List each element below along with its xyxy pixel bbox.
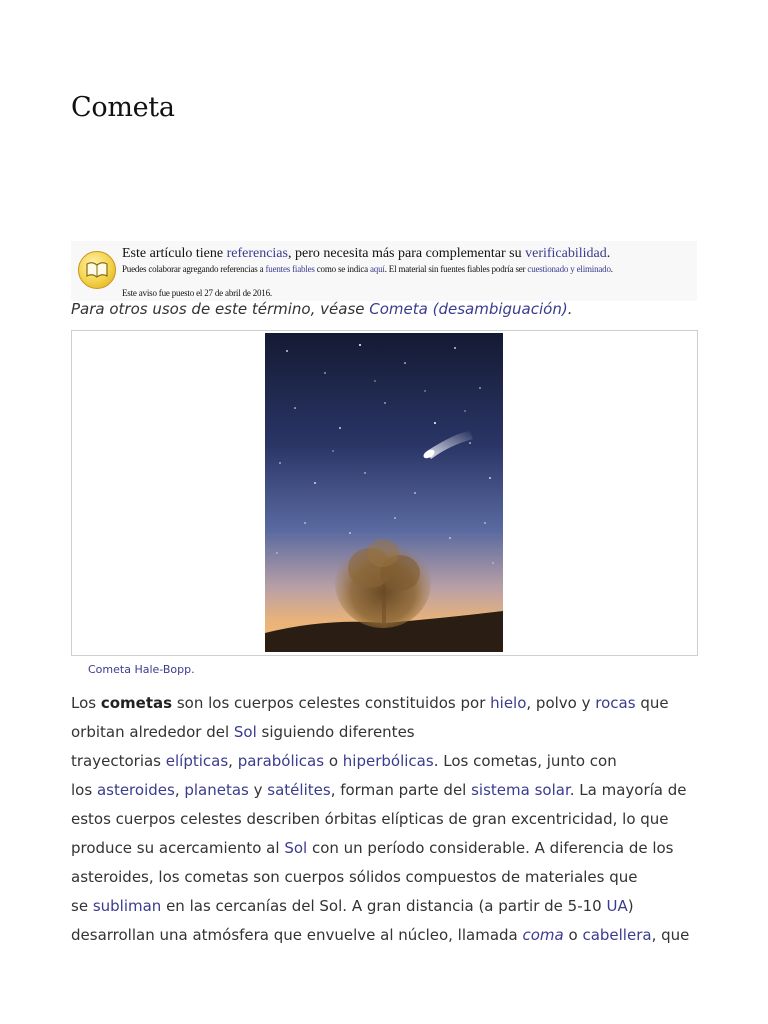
elipticas-link[interactable]: elípticas [165, 752, 229, 770]
text: . La mayoría de [569, 781, 687, 799]
paragraph-line [71, 892, 698, 921]
hielo-link[interactable]: hielo [490, 694, 527, 712]
text: los [71, 781, 97, 799]
notice-text: . [606, 246, 611, 261]
cabellera-link[interactable]: cabellera [582, 926, 652, 944]
text: , que [651, 926, 690, 944]
comet-photo[interactable] [265, 333, 503, 652]
paragraph-line: asteroides, los cometas son cuerpos sólidos compuestos de materiales que [71, 868, 638, 886]
notice-text: . El material sin fuentes fiables podría ser [384, 264, 528, 274]
italic-term: coma [522, 926, 564, 944]
intro-paragraph [71, 689, 698, 950]
text: siguiendo diferentes [256, 723, 415, 741]
text: . Los cometas, junto con [433, 752, 617, 770]
referencias-link[interactable]: referencias [226, 246, 288, 261]
hale-bopp-link[interactable]: Cometa Hale-Bopp. [88, 663, 195, 676]
paragraph-line [71, 834, 698, 863]
aqui-link[interactable]: aquí [370, 264, 385, 274]
text: desarrollan una atmósfera que envuelve al núcleo, llamada [71, 926, 523, 944]
ua-link[interactable]: UA [606, 897, 628, 915]
paragraph-line [71, 921, 698, 950]
subliman-link[interactable]: subliman [92, 897, 162, 915]
text: se [71, 897, 93, 915]
text: que [635, 694, 669, 712]
text: o [324, 752, 343, 770]
book-icon [78, 251, 116, 289]
satelites-link[interactable]: satélites [267, 781, 331, 799]
figure-box [71, 330, 698, 656]
disambiguation-link[interactable]: Cometa (desambiguación) [369, 300, 568, 318]
text: en las cercanías del Sol. A gran distancia (a partir de 5-10 [161, 897, 607, 915]
text: son los cuerpos celestes constituidos por [172, 694, 491, 712]
text: , polvo y [526, 694, 596, 712]
notice-main-text [122, 245, 610, 262]
bold-term: cometas [100, 694, 173, 712]
text: ) [627, 897, 634, 915]
asteroides-link[interactable]: asteroides [96, 781, 175, 799]
text: , [228, 752, 238, 770]
sol-link-2[interactable]: Sol [284, 839, 308, 857]
rocas-link[interactable]: rocas [595, 694, 636, 712]
text: trayectorias [71, 752, 166, 770]
paragraph-line: estos cuerpos celestes describen órbitas elípticas de gran excentricidad, lo que [71, 810, 669, 828]
text: con un período considerable. A diferencia de los [307, 839, 674, 857]
hatnote-text: Para otros usos de este término, véase [71, 300, 370, 318]
notice-text: como se indica [314, 264, 370, 274]
paragraph-line [71, 776, 698, 805]
hatnote [71, 298, 572, 320]
text: produce su acercamiento al [71, 839, 285, 857]
paragraph-line [71, 718, 698, 747]
notice-text: Puedes colaborar agregando referencias a [122, 264, 266, 274]
parabolicas-link[interactable]: parabólicas [237, 752, 325, 770]
notice-text: . [610, 264, 613, 274]
sistema-solar-link[interactable]: sistema solar [471, 781, 570, 799]
text: o [563, 926, 583, 944]
planetas-link[interactable]: planetas [184, 781, 249, 799]
fuentes-fiables-link[interactable]: fuentes fiables [265, 264, 315, 274]
paragraph-line [71, 747, 698, 776]
notice-small-text [122, 263, 682, 275]
text: y [248, 781, 268, 799]
text: Los [71, 694, 101, 712]
text: , [174, 781, 185, 799]
verificabilidad-link[interactable]: verificabilidad [525, 246, 607, 261]
page-title: Cometa [71, 92, 175, 123]
sol-link[interactable]: Sol [233, 723, 257, 741]
text: orbitan alrededor del [71, 723, 234, 741]
notice-text: , pero necesita más para complementar su [287, 246, 526, 261]
coma-link[interactable] [523, 926, 564, 944]
notice-date: Este aviso fue puesto el 27 de abril de 2016. [122, 288, 272, 298]
hiperbolicas-link[interactable]: hiperbólicas [342, 752, 434, 770]
text: , forman parte del [330, 781, 472, 799]
notice-text: Este artículo tiene [122, 246, 227, 261]
cuestionado-link[interactable]: cuestionado y eliminado [527, 264, 611, 274]
paragraph-line [71, 689, 698, 718]
hatnote-text: . [567, 300, 573, 318]
references-notice [71, 241, 697, 301]
figure-caption [88, 662, 195, 678]
